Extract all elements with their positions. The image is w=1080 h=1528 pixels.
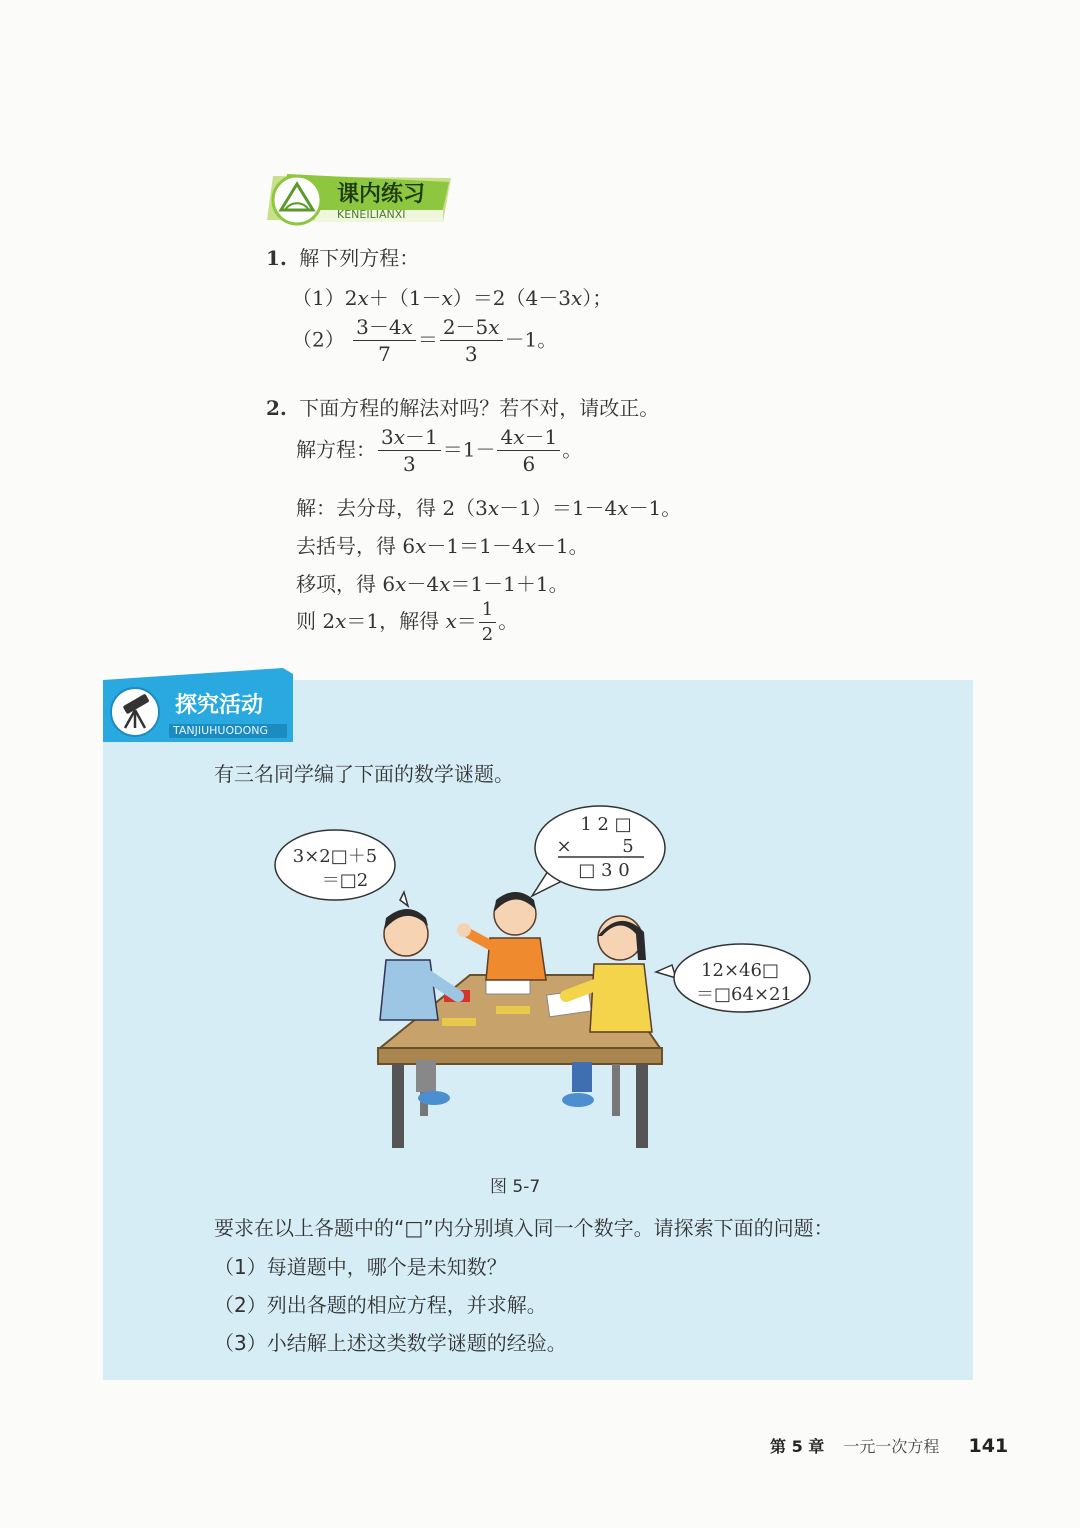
fraction [440, 316, 503, 366]
solution-line-4 [296, 568, 569, 597]
explore-pinyin: TANJIUHUODONG [173, 724, 269, 737]
protractor-icon [271, 174, 323, 230]
math: ＝ [456, 609, 477, 634]
fraction [479, 600, 496, 645]
solution-line-3 [296, 530, 589, 559]
denominator: 6 [522, 452, 536, 476]
paper [486, 980, 530, 994]
solution-line-5 [296, 600, 518, 645]
math: ＝1－ [442, 437, 496, 462]
math: 去括号，得 6 [296, 534, 416, 558]
solution-prefix: 解方程： [296, 437, 376, 462]
variable: x [570, 286, 583, 310]
explore-intro: 有三名同学编了下面的数学谜题。 [214, 762, 514, 786]
math: ＝1，解得 [346, 609, 446, 634]
practice-header [265, 172, 455, 226]
solution-line-1 [296, 426, 582, 476]
denominator: 3 [403, 452, 416, 476]
math: 移项，得 6 [296, 572, 396, 596]
math: －1。 [535, 534, 589, 558]
math: 2 [344, 286, 358, 310]
explore-item-3: （3）小结解上述这类数学谜题的经验。 [214, 1331, 567, 1355]
variable: x [401, 315, 413, 339]
practice-pinyin: KENEILIANXI [337, 208, 406, 221]
math-puzzle-illustration [260, 800, 820, 1160]
variable: x [415, 534, 427, 558]
bubble-right-line2: ＝□64×21 [696, 984, 792, 1005]
math: ＝1－1＋1。 [450, 572, 569, 596]
explore-item-1: （1）每道题中，哪个是未知数？ [214, 1255, 507, 1279]
variable: x [524, 534, 536, 558]
bubble-top-row2: 5 [622, 836, 634, 857]
numerator: 4 [500, 425, 514, 449]
variable: x [617, 496, 629, 520]
math: ）＝2（4－3 [452, 286, 571, 310]
math: 则 2 [296, 609, 336, 634]
math: －1＝1－4 [426, 534, 525, 558]
fraction [353, 316, 416, 366]
fraction [378, 426, 441, 476]
explore-title: 探究活动 [175, 693, 264, 718]
bubble-left-line1: 3×2□＋5 [292, 846, 378, 867]
practice-title: 课内练习 [337, 182, 426, 207]
math: －1。 [504, 327, 558, 352]
question-text: 下面方程的解法对吗？若不对，请改正。 [299, 396, 660, 420]
question-number: 2. [266, 396, 287, 420]
variable: x [335, 609, 347, 634]
variable: x [488, 315, 500, 339]
variable: x [439, 572, 451, 596]
variable: x [487, 496, 500, 520]
math: ）； [582, 286, 613, 310]
item-label: （1） [292, 286, 345, 310]
numerator: －1 [405, 425, 438, 449]
bubble-top-times: × [556, 836, 572, 857]
question-number: 1. [266, 246, 287, 270]
variable: x [357, 286, 369, 310]
math: 。 [498, 609, 519, 634]
bubble-top-row3: □ 3 0 [578, 860, 630, 881]
math: ＋（1－ [368, 286, 442, 310]
solution-line-2 [296, 492, 681, 521]
math: 。 [562, 437, 583, 462]
numerator: 1 [479, 600, 496, 623]
denominator: 3 [464, 342, 478, 366]
denominator: 7 [378, 342, 391, 366]
item-label: （2） [292, 327, 345, 352]
bubble-left-line2: ＝□2 [321, 870, 369, 891]
fraction [497, 426, 560, 476]
numerator: 2－5 [442, 315, 489, 339]
chapter-title: 一元一次方程 [843, 1437, 940, 1456]
chapter-label: 第 5 章 [770, 1437, 825, 1456]
variable: x [445, 609, 457, 634]
numerator: 3 [381, 425, 394, 449]
equation-1-1 [292, 282, 612, 311]
speech-bubble-left [275, 830, 408, 906]
math: ＝ [417, 327, 438, 352]
numerator: 3－4 [356, 315, 402, 339]
explore-requirement: 要求在以上各题中的“□”内分别填入同一个数字。请探索下面的问题： [214, 1216, 834, 1240]
question-text: 解下列方程： [299, 246, 420, 270]
math: －1。 [628, 496, 682, 520]
bubble-right-line1: 12×46□ [701, 960, 779, 981]
math: －4 [406, 572, 440, 596]
page-number: 141 [968, 1435, 1009, 1457]
explore-header [103, 666, 293, 744]
math: 解：去分母，得 2（3 [296, 496, 488, 520]
pencil-case [496, 1006, 530, 1014]
numerator: －1 [524, 425, 558, 449]
variable: x [513, 425, 525, 449]
equation-1-2 [292, 316, 557, 366]
question-1 [266, 242, 419, 271]
page-footer [770, 1434, 1008, 1457]
math: －1）＝1－4 [499, 496, 618, 520]
telescope-icon [109, 686, 161, 742]
bubble-top-row1: 1 2 □ [580, 814, 632, 835]
variable: x [395, 572, 407, 596]
pencil-case [442, 1018, 476, 1026]
question-2 [266, 392, 659, 421]
variable: x [441, 286, 453, 310]
denominator: 2 [481, 623, 494, 645]
variable: x [393, 425, 406, 449]
student-center [457, 892, 546, 980]
explore-item-2: （2）列出各题的相应方程，并求解。 [214, 1293, 547, 1317]
figure-caption: 图 5-7 [490, 1177, 541, 1197]
